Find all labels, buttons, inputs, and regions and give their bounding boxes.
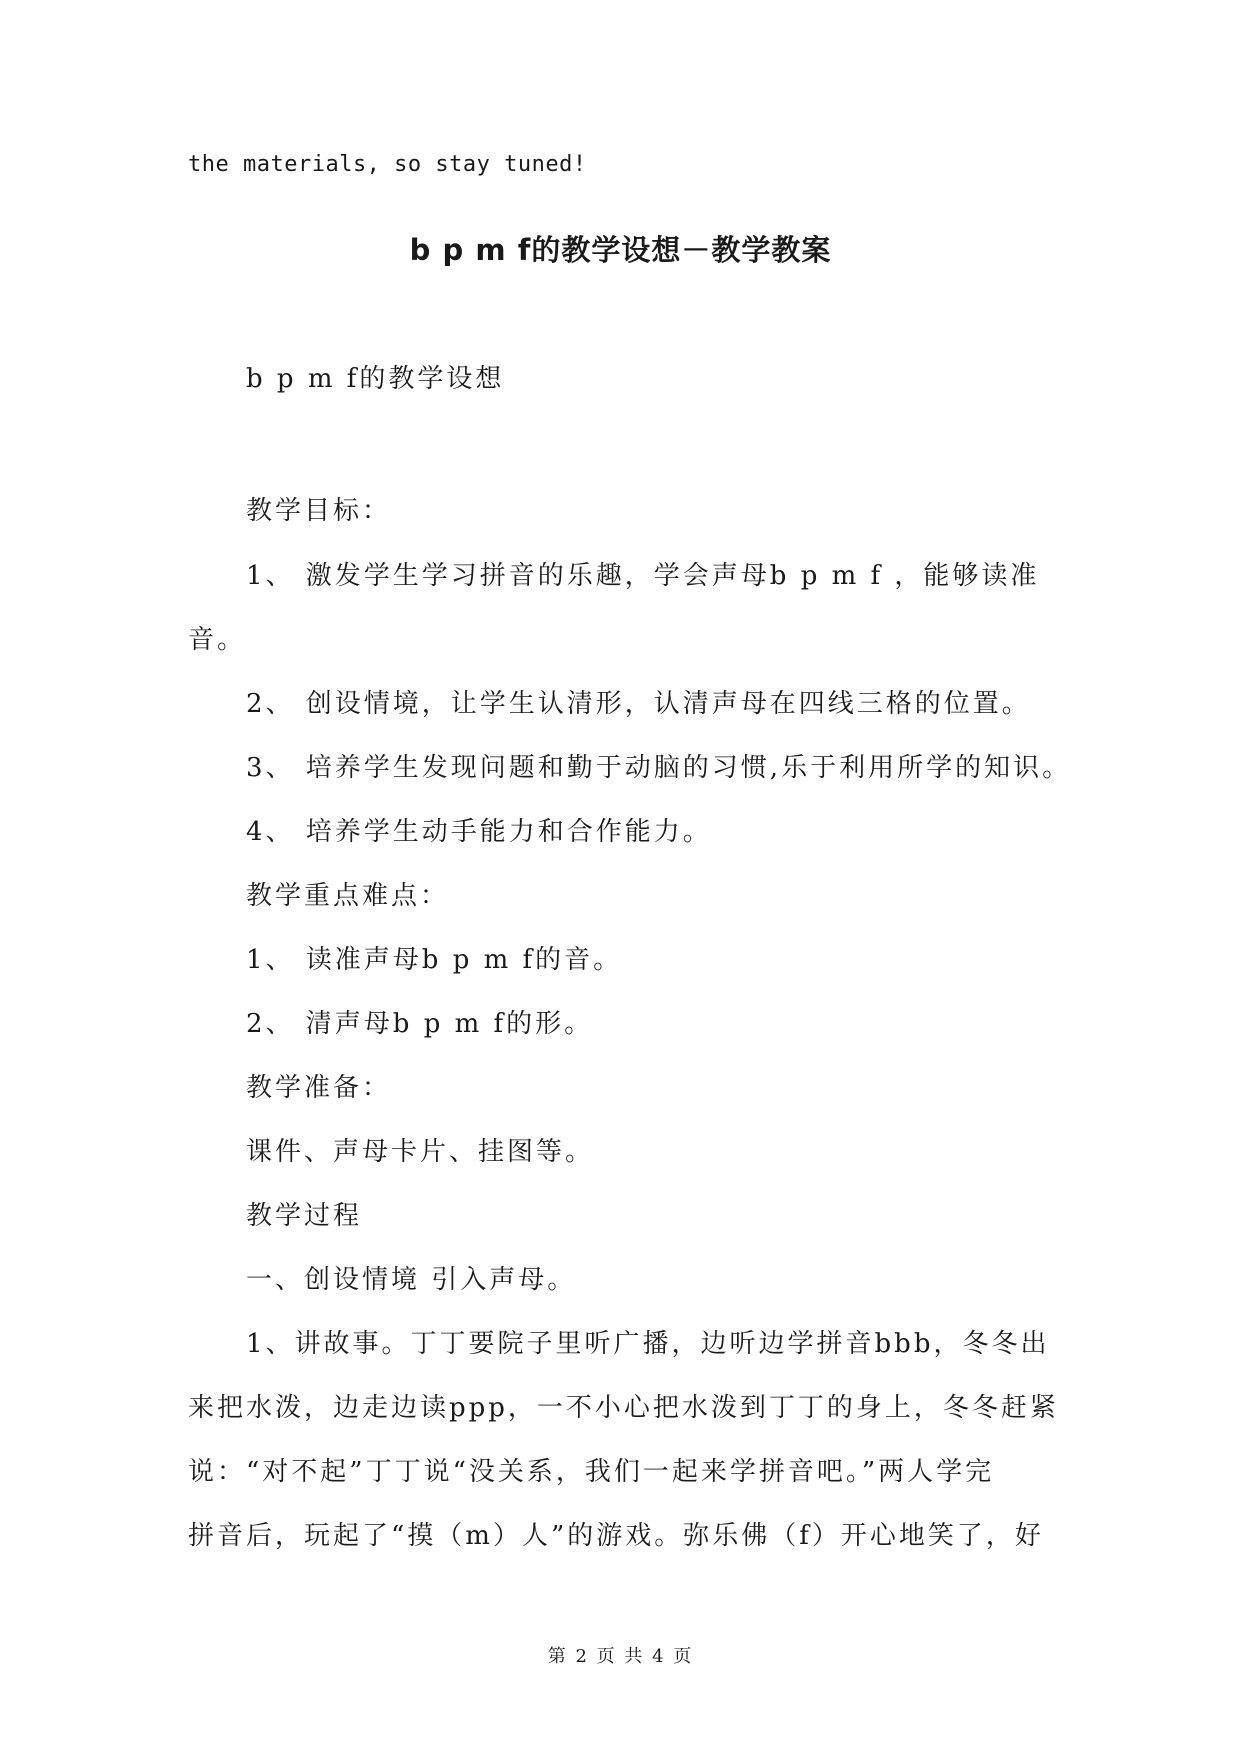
page-footer: 第 2 页 共 4 页: [547, 1646, 694, 1667]
body-line: 3、 培养学生发现问题和勤于动脑的习惯,乐于利用所学的知识。: [246, 753, 1072, 783]
body-line: 来把水泼，边走边读ppp，一不小心把水泼到丁丁的身上，冬冬赶紧: [188, 1393, 1059, 1423]
section-heading: 教学准备：: [246, 1073, 392, 1103]
body-line: 拼音后，玩起了“摸（m）人”的游戏。弥乐佛（f）开心地笑了，好: [188, 1521, 1044, 1551]
body-line: 4、 培养学生动手能力和合作能力。: [246, 817, 712, 847]
body-line: 一、创设情境 引入声母。: [246, 1265, 577, 1295]
carryover-text: the materials, so stay tuned!: [188, 152, 587, 177]
body-line: 音。: [188, 625, 247, 655]
body-line: 2、 清声母b p m f的形。: [246, 1009, 594, 1039]
body-line: 1、讲故事。丁丁要院子里听广播，边听边学拼音bbb，冬冬出: [246, 1329, 1050, 1359]
body-line: 课件、声母卡片、挂图等。: [246, 1137, 595, 1167]
body-line: 说：“对不起”丁丁说“没关系，我们一起来学拼音吧。”两人学完: [188, 1457, 995, 1487]
section-heading: 教学过程: [246, 1201, 363, 1231]
body-line: 1、 读准声母b p m f的音。: [246, 945, 623, 975]
document-title: b p m f的教学设想－教学教案: [409, 233, 832, 267]
body-line: 1、 激发学生学习拼音的乐趣，学会声母b p m f ，能够读准: [246, 561, 1040, 591]
body-line: 2、 创设情境，让学生认清形，认清声母在四线三格的位置。: [246, 689, 1031, 719]
section-heading: 教学重点难点：: [246, 881, 450, 911]
subtitle-line: b p m f的教学设想: [246, 364, 505, 394]
section-heading: 教学目标：: [246, 496, 392, 526]
